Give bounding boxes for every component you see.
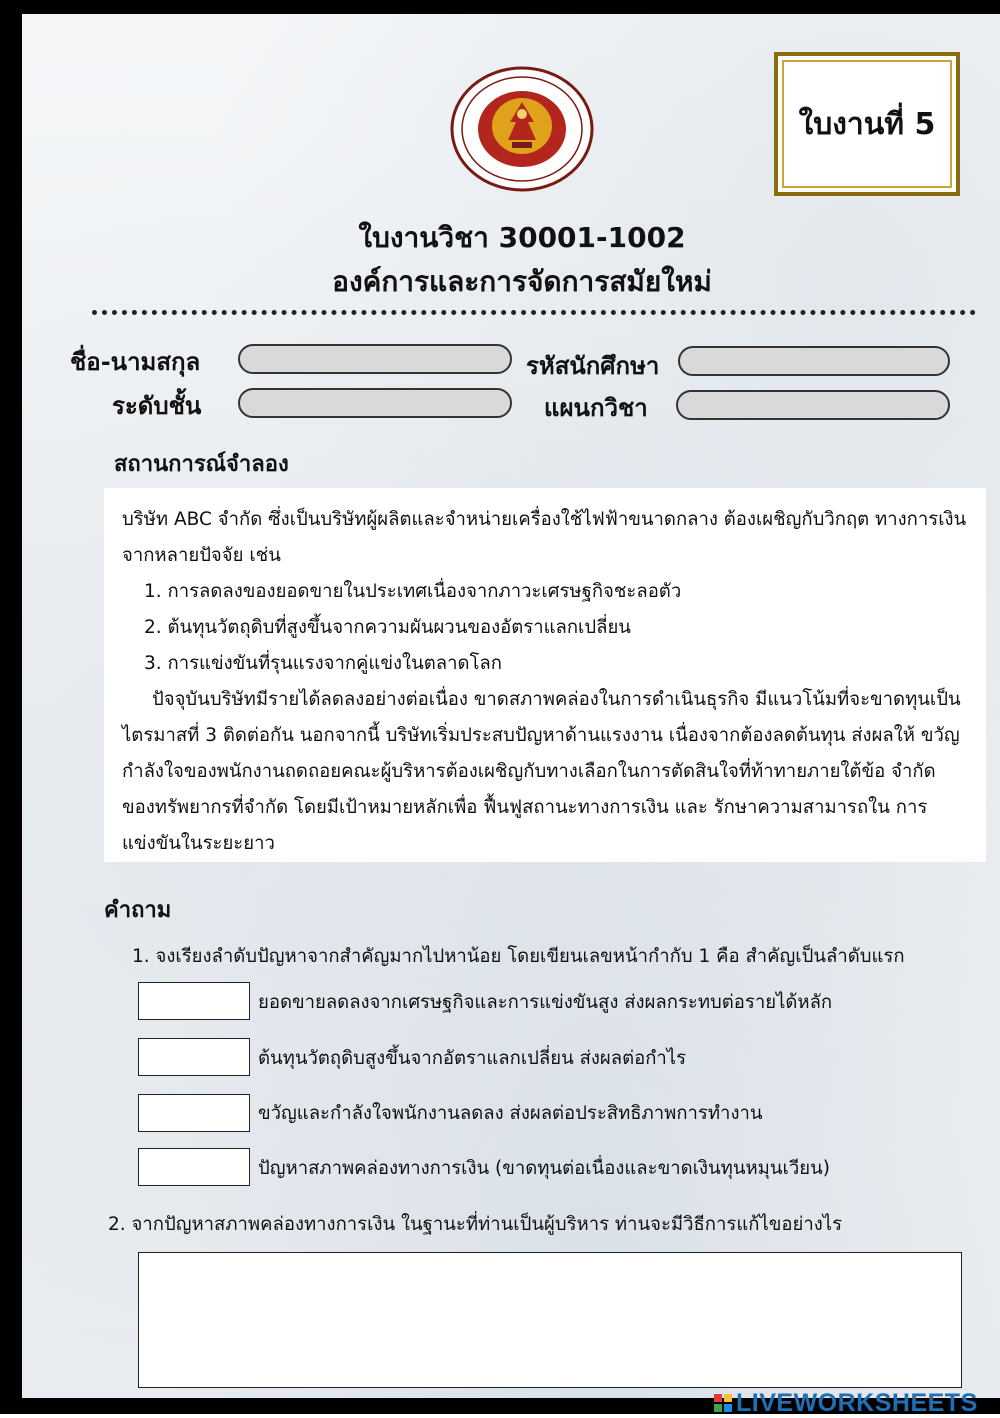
question-1-text: 1. จงเรียงลำดับปัญหาจากสำคัญมากไปหาน้อย โดยเขียนเลขหน้ากำกับ 1 คือ สำคัญเป็นลำดับแรก <box>132 946 905 967</box>
liveworksheets-mark-icon <box>714 1394 732 1412</box>
option-3-text: ขวัญและกำลังใจพนักงานลดลง ส่งผลต่อประสิทธิภาพการทำงาน <box>258 1103 763 1124</box>
course-name-title: องค์การและการจัดการสมัยใหม่ <box>332 265 712 298</box>
option-1-text: ยอดขายลดลงจากเศรษฐกิจและการแข่งขันสูง ส่งผลกระทบต่อรายได้หลัก <box>258 992 833 1013</box>
question-2-answer-field[interactable] <box>138 1252 962 1388</box>
worksheet-number-label: ใบงานที่ 5 <box>798 106 936 142</box>
level-label: ระดับชั้น <box>112 392 202 420</box>
rank-input-4[interactable] <box>138 1148 250 1186</box>
option-4-text: ปัญหาสภาพคล่องทางการเงิน (ขาดทุนต่อเนื่องและขาดเงินทุนหมุนเวียน) <box>258 1158 830 1179</box>
scenario-factor-2: 2. ต้นทุนวัตถุดิบที่สูงขึ้นจากความผันผวนของอัตราแลกเปลี่ยน <box>144 617 631 638</box>
student-id-field[interactable] <box>678 346 950 376</box>
rank-input-1[interactable] <box>138 982 250 1020</box>
liveworksheets-logo <box>714 1390 978 1416</box>
department-label: แผนกวิชา <box>544 394 648 422</box>
level-field[interactable] <box>238 388 512 418</box>
department-field[interactable] <box>676 390 950 420</box>
name-label: ชื่อ-นามสกุล <box>70 348 201 376</box>
dotted-divider <box>92 310 976 315</box>
liveworksheets-brand-text: LIVEWORKSHEETS <box>736 1388 978 1417</box>
question-2-text: 2. จากปัญหาสภาพคล่องทางการเงิน ในฐานะที่ท่านเป็นผู้บริหาร ท่านจะมีวิธีการแก้ไขอย่างไร <box>108 1214 843 1235</box>
scenario-panel <box>104 488 986 862</box>
scenario-factor-1: 1. การลดลงของยอดขายในประเทศเนื่องจากภาวะเศรษฐกิจชะลอตัว <box>144 581 682 602</box>
worksheet-number-box <box>774 52 960 196</box>
rank-input-2[interactable] <box>138 1038 250 1076</box>
scenario-body: ปัจจุบันบริษัทมีรายได้ลดลงอย่างต่อเนื่อง ขาดสภาพคล่องในการดำเนินธุรกิจ มีแนวโน้มที่จะขาดทุนเป็น ไตรมาสที่ 3 ติดต่อกัน นอกจากนี้ บริษัทเริ่มประสบปัญหาด้านแรงงาน เนื่องจากต้องลดต้นทุน ส่งผลให้ ขวัญกำลังใจของพนักงานถดถอยคณะผู้บริหารต้องเผชิญกับทางเลือกในการตัดสินใจที่ท้าทายภายใต้ข้อ จำกัดของทรัพยากรที่จำกัด โดยมีเป้าหมายหลักเพื่อ ฟื้นฟูสถานะทางการเงิน และ รักษาความสามารถใน การแข่งขันในระยะยาว <box>122 689 961 854</box>
scenario-intro: บริษัท ABC จำกัด ซึ่งเป็นบริษัทผู้ผลิตและจำหน่ายเครื่องใช้ไฟฟ้าขนาดกลาง ต้องเผชิญกับวิกฤต ทางการเงินจากหลายปัจจัย เช่น <box>122 509 967 566</box>
option-2-text: ต้นทุนวัตถุดิบสูงขึ้นจากอัตราแลกเปลี่ยน ส่งผลต่อกำไร <box>258 1048 687 1069</box>
questions-heading: คำถาม <box>104 898 172 923</box>
scenario-factor-3: 3. การแข่งขันที่รุนแรงจากคู่แข่งในตลาดโลก <box>144 653 502 674</box>
name-field[interactable] <box>238 344 512 374</box>
rank-input-3[interactable] <box>138 1094 250 1132</box>
college-seal-logo <box>450 66 594 192</box>
scenario-heading: สถานการณ์จำลอง <box>114 452 289 477</box>
student-id-label: รหัสนักศึกษา <box>526 352 660 380</box>
course-code-title: ใบงานวิชา 30001-1002 <box>358 221 686 254</box>
